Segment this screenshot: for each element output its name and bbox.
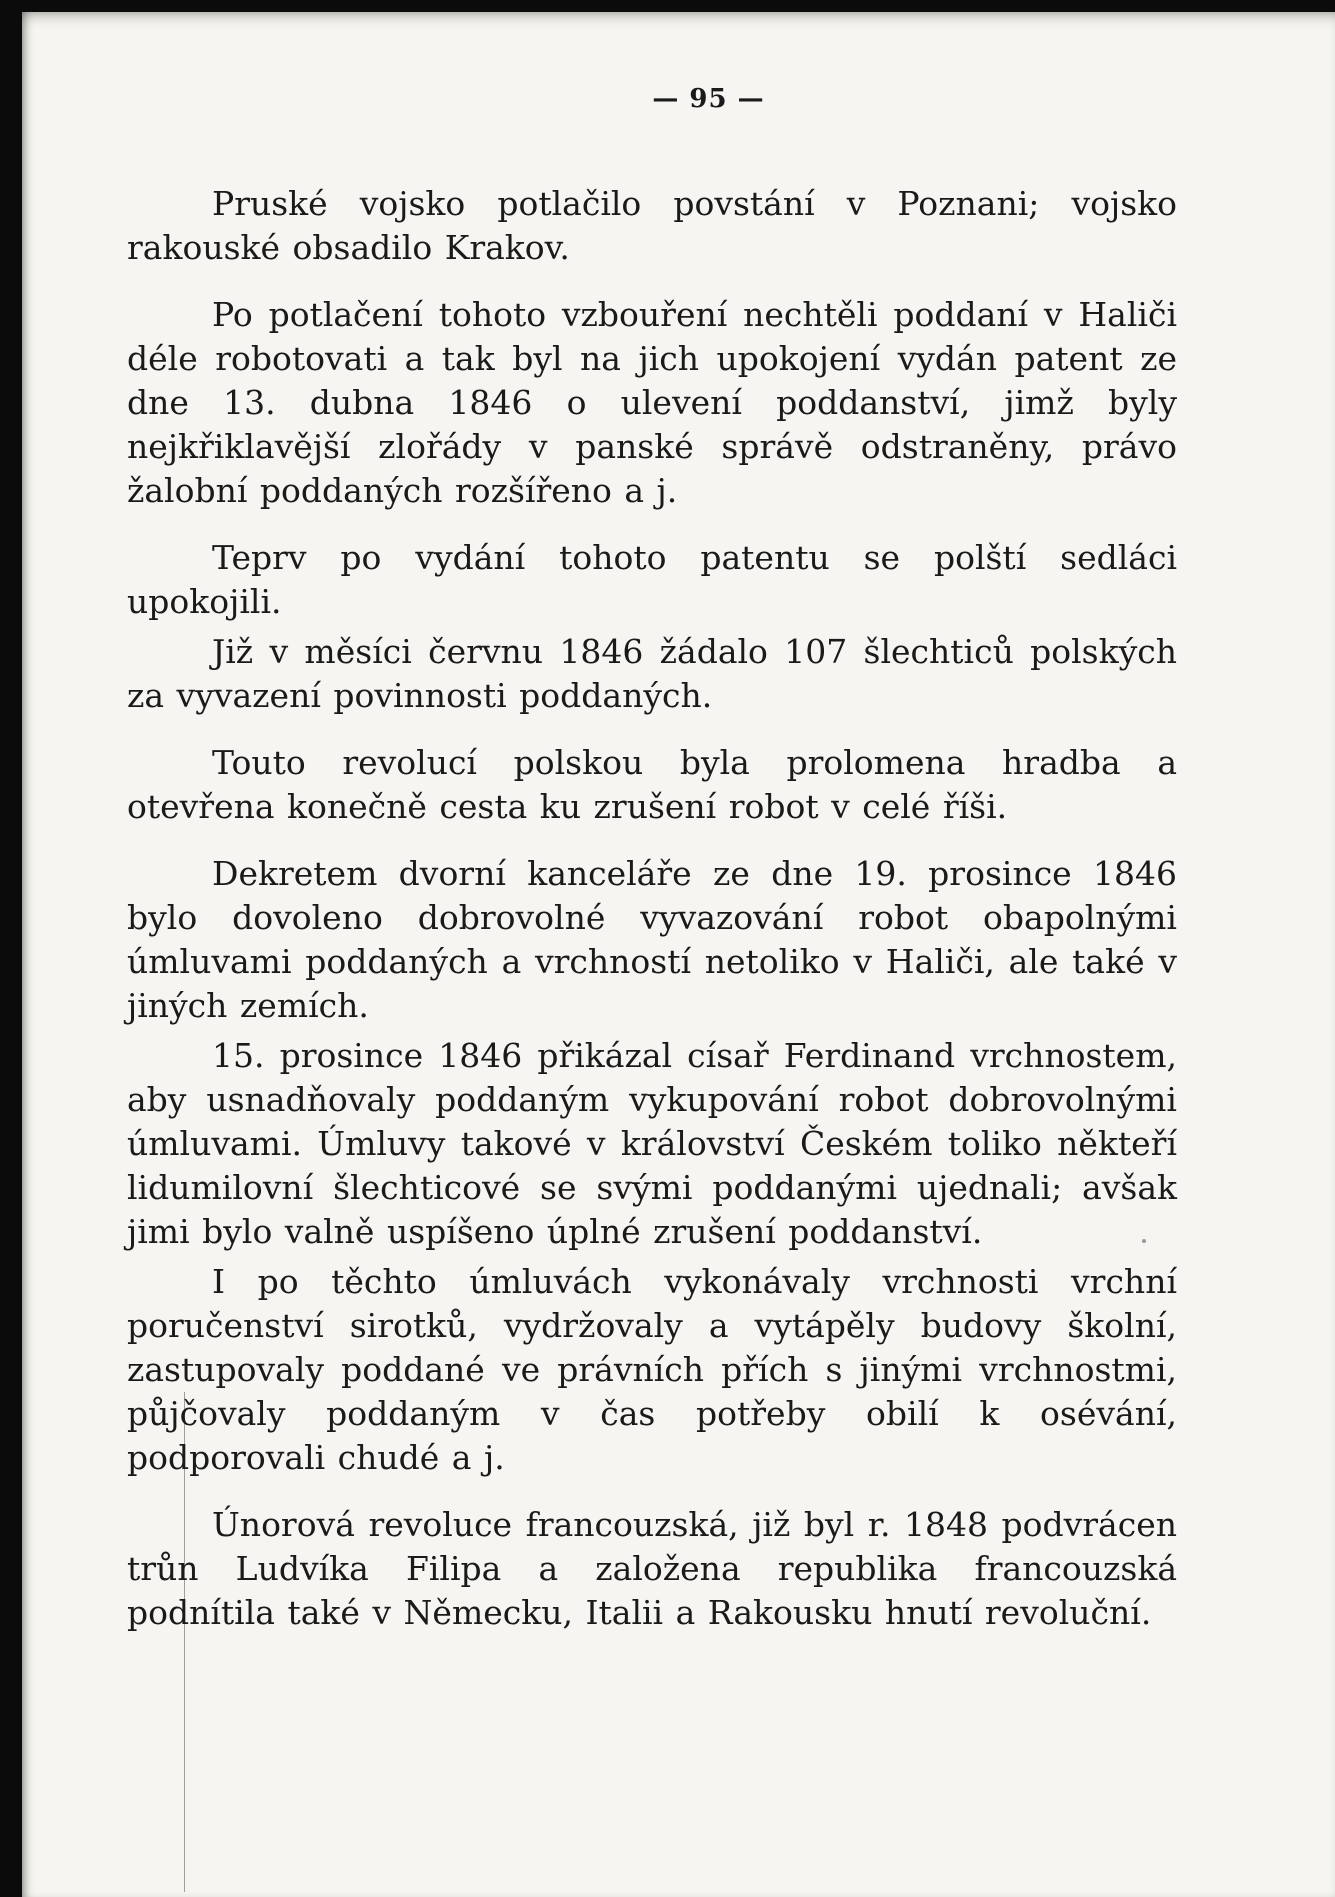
paragraph-5: Touto revolucí polskou byla prolomena hradba a otevřena konečně cesta ku zrušení robot v celé říši.	[127, 743, 1177, 826]
paragraph-3: Teprv po vydání tohoto patentu se polští sedláci upokojili.	[127, 538, 1177, 621]
paragraph-8: I po těchto úmluvách vykonávaly vrchnosti vrchní poručenství sirotků, vydržovaly a vytápěly budovy školní, zastupovaly poddané ve právních přích s jinými vrchnostmi, půjčovaly poddaným v čas potřeby obilí k osévání, podporovali chudé a j.	[127, 1262, 1177, 1477]
paragraph-7: 15. prosince 1846 přikázal císař Ferdinand vrchnostem, aby usnadňovaly poddaným vykupování robot dobrovolnými úmluvami. Úmluvy takové v království Českém toliko někteří lidumilovní šlechticové se svými poddanými ujednali; avšak jimi bylo valně uspíšeno úplné zrušení poddanství.	[127, 1036, 1177, 1251]
paragraph-4: Již v měsíci červnu 1846 žádalo 107 šlechticů polských za vyvazení povinnosti poddaných.	[127, 632, 1177, 715]
body-text	[127, 182, 1177, 1658]
paragraph-6: Dekretem dvorní kanceláře ze dne 19. prosince 1846 bylo dovoleno dobrovolné vyvazování robot obapolnými úmluvami poddaných a vrchností netoliko v Haliči, ale také v jiných zemích.	[127, 854, 1177, 1025]
paragraph-2: Po potlačení tohoto vzbouření nechtěli poddaní v Haliči déle robotovati a tak byl na jich upokojení vydán patent ze dne 13. dubna 1846 o ulevení poddanství, jimž byly nejkřiklavější zlořády v panské správě odstraněny, právo žalobní poddaných rozšířeno a j.	[127, 295, 1177, 510]
paragraph-1: Pruské vojsko potlačilo povstání v Poznani; vojsko rakouské obsadilo Krakov.	[127, 184, 1177, 267]
paragraph-9: Únorová revoluce francouzská, již byl r. 1848 podvrácen trůn Ludvíka Filipa a založena republika francouzská podnítila také v Německu, Italii a Rakousku hnutí revoluční.	[127, 1505, 1177, 1632]
book-page	[22, 12, 1335, 1897]
page-number: — 95 —	[652, 84, 765, 114]
